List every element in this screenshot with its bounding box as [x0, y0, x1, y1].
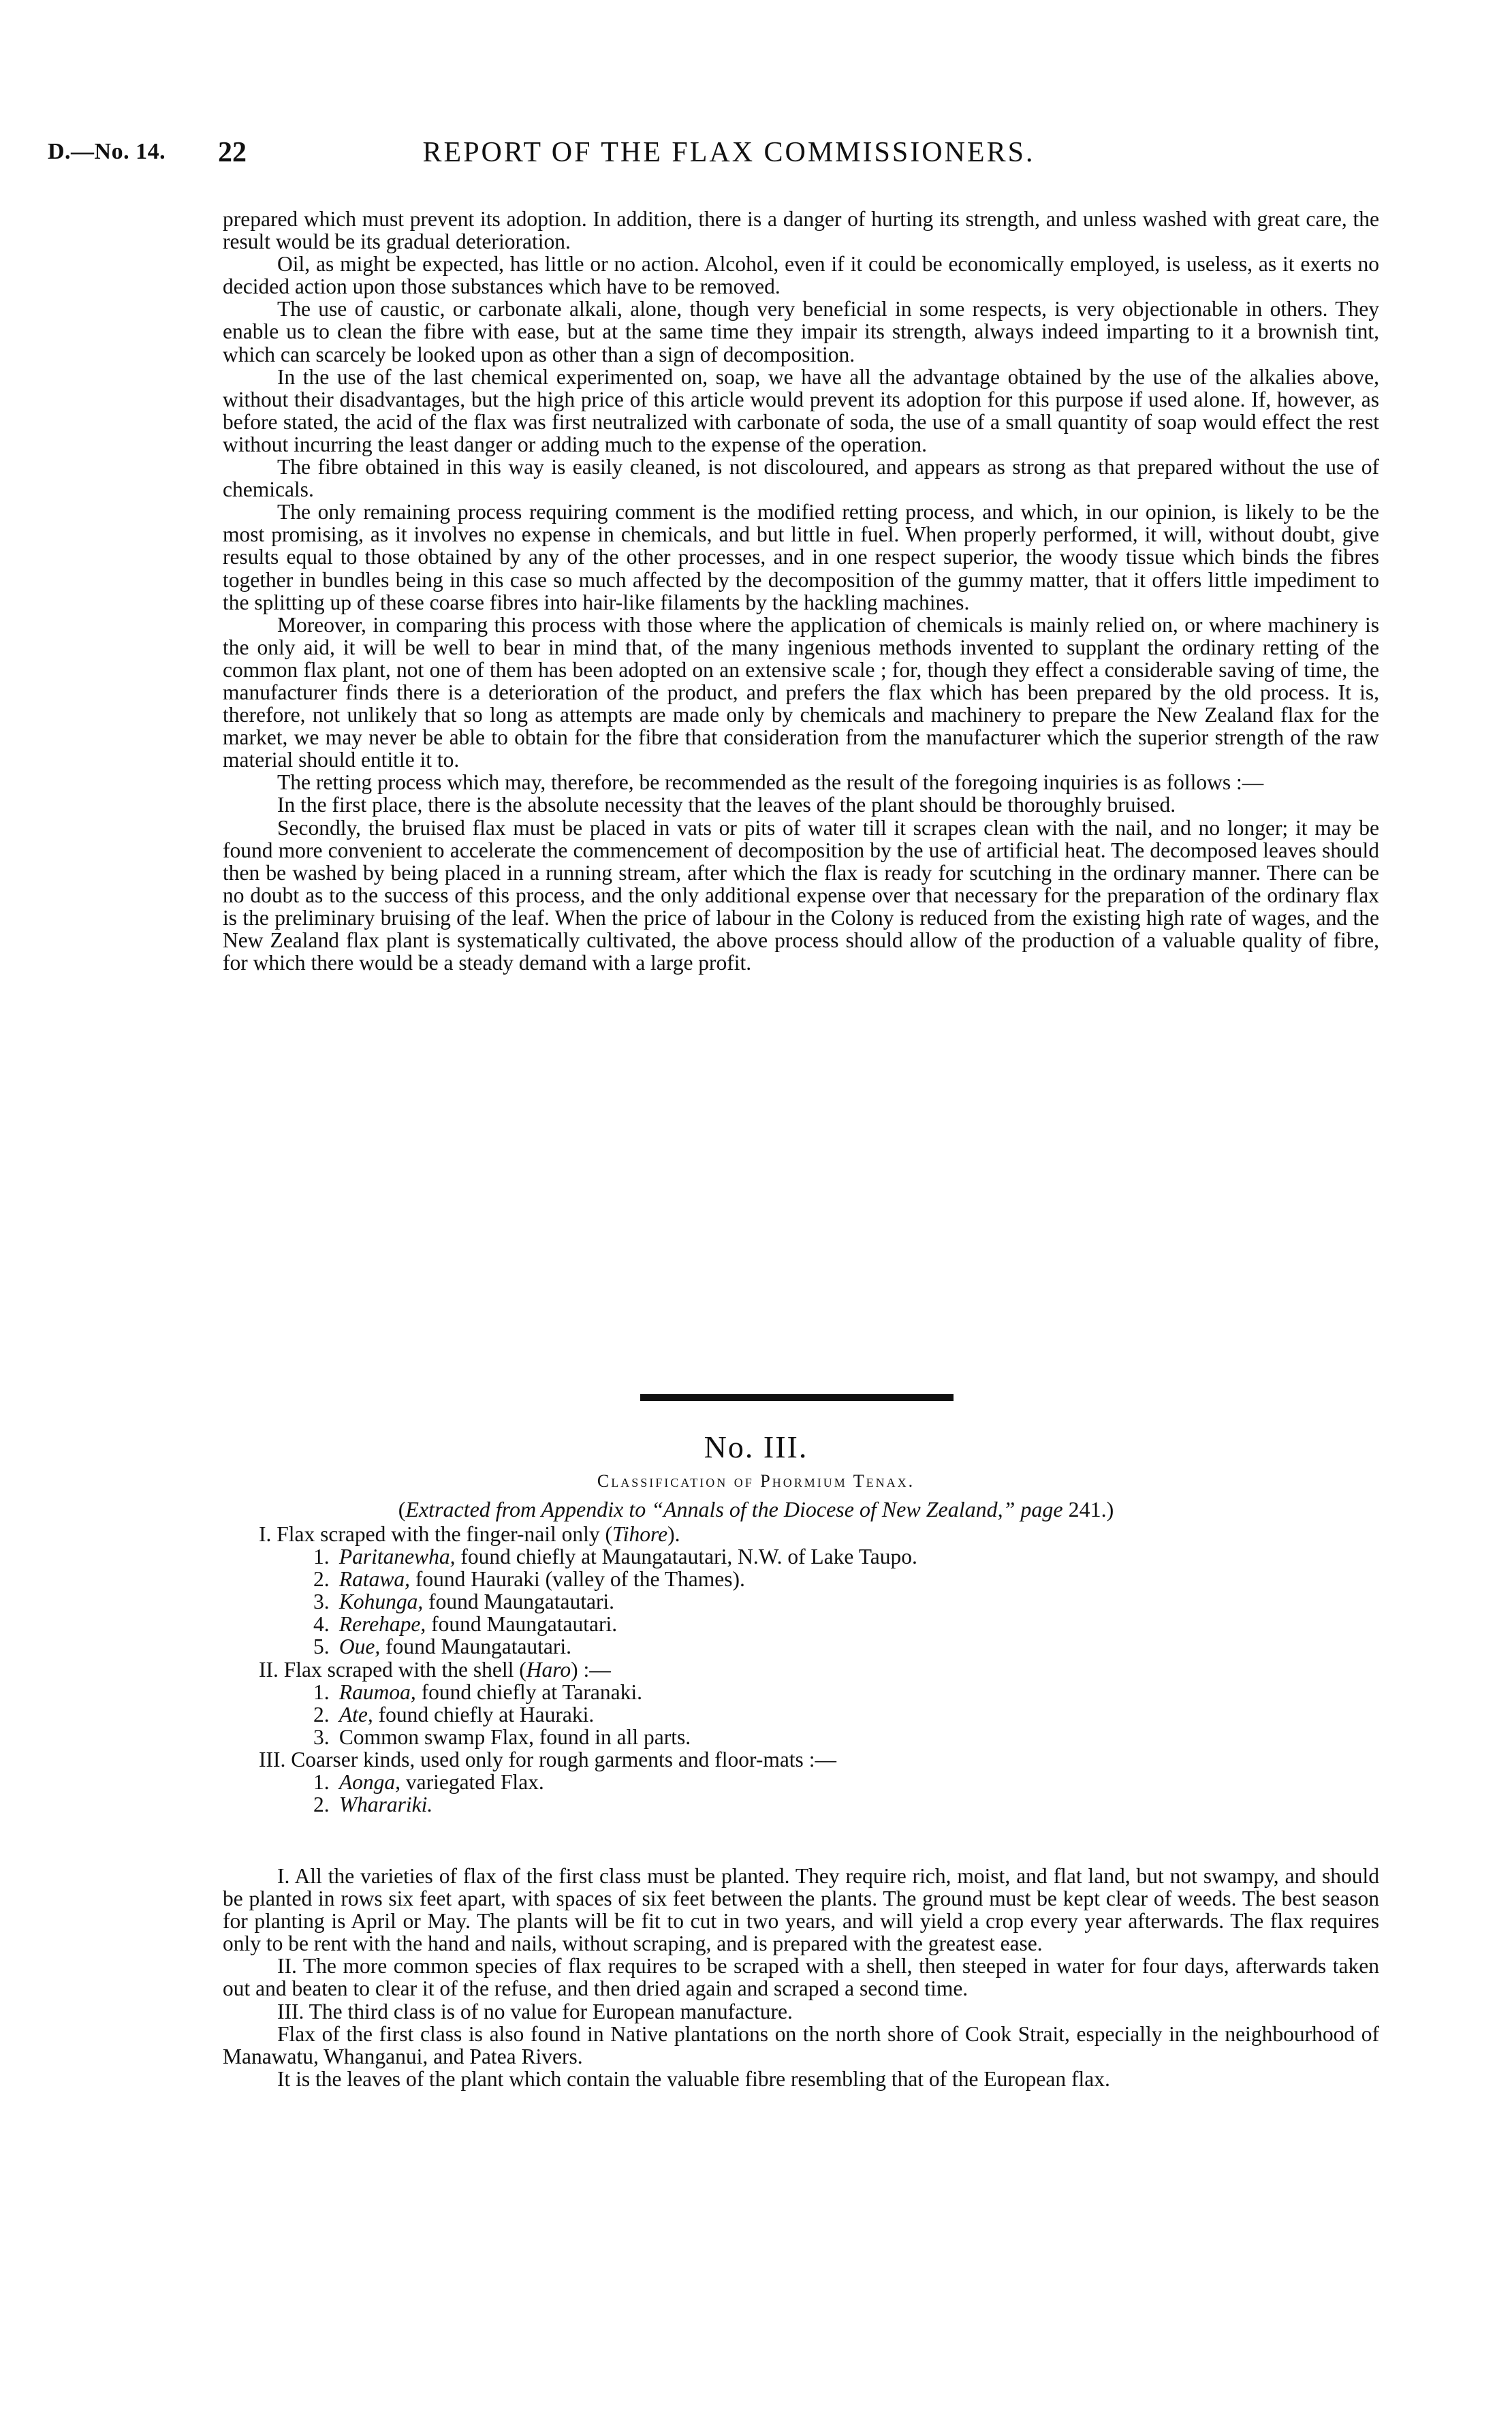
list-item — [313, 1726, 1376, 1748]
class-heading-text: Flax scraped with the finger-nail only ( — [277, 1522, 612, 1546]
section-title: No. III. — [704, 1430, 808, 1464]
item-number: 2. — [313, 1567, 330, 1592]
class-heading — [259, 1748, 1376, 1771]
section-divider — [640, 1394, 954, 1401]
list-item — [313, 1590, 1376, 1613]
classification-list — [259, 1523, 1376, 1816]
report-body — [223, 208, 1379, 974]
variety-name: Oue, — [338, 1635, 381, 1659]
item-text: found Hauraki (valley of the Thames). — [410, 1567, 745, 1592]
item-number: 4. — [313, 1612, 330, 1637]
item-text: found chiefly at Maungatautari, N.W. of Lake Taupo. — [455, 1545, 917, 1569]
source-open: ( — [398, 1497, 406, 1521]
paragraph: In the first place, there is the absolute necessity that the leaves of the plant should be thoroughly bruised. — [277, 793, 1176, 817]
classification-notes — [223, 1865, 1379, 2090]
paragraph: The fibre obtained in this way is easily cleaned, is not discoloured, and appears as strong as that prepared without the use of chemicals. — [223, 455, 1379, 502]
paragraph: III. The third class is of no value for European manufacture. — [277, 1999, 793, 2023]
page-number: 22 — [218, 137, 247, 168]
item-text: found chiefly at Taranaki. — [415, 1679, 642, 1704]
class-numeral: III. — [259, 1747, 286, 1771]
list-item — [313, 1793, 1376, 1816]
class-heading-maori: Haro — [526, 1657, 571, 1682]
class-numeral: I. — [259, 1522, 272, 1546]
class-heading — [259, 1658, 1376, 1681]
variety-name: Ate, — [338, 1702, 373, 1726]
item-number: 1. — [313, 1545, 330, 1569]
item-number: 3. — [313, 1590, 330, 1614]
variety-name: Kohunga, — [338, 1590, 424, 1614]
item-text: variegated Flax. — [400, 1770, 544, 1795]
paragraph: The only remaining process requiring comment is the modified retting process, and which, in our opinion, is likely to be the most promising, as it involves no expense in chemicals, and but little in fuel. When properly performed, it will, without doubt, give results equal to those obtained by any of the other processes, and in one respect superior, the woody tissue which binds the fibres together in bundles being in this case so much affected by the decomposition of the gummy matter, that it offers little impediment to the splitting up of these coarse fibres into hair-like filaments by the hackling machines. — [223, 500, 1379, 614]
source-annals: “Annals of the Diocese of New Zealand,” — [646, 1497, 1021, 1521]
running-title: REPORT OF THE FLAX COMMISSIONERS. — [422, 137, 1035, 168]
list-item — [313, 1613, 1376, 1635]
class-numeral: II. — [259, 1657, 279, 1682]
class-heading — [259, 1523, 1376, 1545]
source-close: 241.) — [1062, 1497, 1114, 1521]
item-text: found Maungatautari. — [423, 1590, 615, 1614]
class-heading-end: ) :— — [571, 1657, 611, 1682]
item-number: 1. — [313, 1679, 330, 1704]
item-text: found chiefly at Hauraki. — [373, 1702, 595, 1726]
item-text: found Maungatautari. — [380, 1635, 572, 1659]
paragraph: II. The more common species of flax requires to be scraped with a shell, then steeped in water for four days, afterwards taken out and beaten to clear it of the refuse, and then dried again and scraped a second time. — [223, 1954, 1379, 2001]
variety-name: Wharariki. — [338, 1793, 433, 1817]
paragraph: prepared which must prevent its adoption. In addition, there is a danger of hurting its strength, and unless washed with great care, the result would be its gradual deterioration. — [223, 207, 1379, 254]
list-item — [313, 1681, 1376, 1703]
class-heading-text: Flax scraped with the shell ( — [283, 1657, 526, 1682]
variety-name: Ratawa, — [338, 1567, 411, 1592]
list-item — [313, 1568, 1376, 1590]
item-text: found Maungatautari. — [426, 1612, 618, 1637]
item-number: 1. — [313, 1770, 330, 1795]
paragraph: The use of caustic, or carbonate alkali, alone, though very beneficial in some respects, is very objectionable in others. They enable us to clean the fibre with ease, but at the same time they impair its strength, always indeed imparting to it a brownish tint, which can scarcely be looked upon as other than a sign of decomposition. — [223, 297, 1379, 366]
class-heading-end: ). — [667, 1522, 680, 1546]
class-heading-text: Coarser kinds, used only for rough garments and floor-mats :— — [291, 1747, 836, 1771]
paragraph: It is the leaves of the plant which contain the valuable fibre resembling that of the European flax. — [277, 2066, 1110, 2091]
list-item — [313, 1771, 1376, 1793]
list-item — [313, 1545, 1376, 1568]
item-number: 2. — [313, 1702, 330, 1726]
paragraph: I. All the varieties of flax of the first class must be planted. They require rich, moist, and flat land, but not swampy, and should be planted in rows six feet apart, with spaces of six feet between the plants. The ground must be kept clear of weeds. The best season for planting is April or May. The plants will be fit to cut in two years, and will yield a crop every year afterwards. The flax requires only to be rent with the hand and nails, without scraping, and is prepared with the greatest ease. — [223, 1864, 1379, 1956]
source-italic-b: page — [1020, 1497, 1063, 1521]
paragraph: Flax of the first class is also found in Native plantations on the north shore of Cook Strait, especially in the neighbourhood of Manawatu, Whanganui, and Patea Rivers. — [223, 2021, 1379, 2068]
variety-name: Rerehape, — [338, 1612, 426, 1637]
paragraph: Secondly, the bruised flax must be placed in vats or pits of water till it scrapes clean with the nail, and no longer; it may be found more convenient to accelerate the commencement of decomposition by the use of artificial heat. The decomposed leaves should then be washed by being placed in a running stream, after which the flax is ready for scutching in the ordinary manner. There can be no doubt as to the success of this process, and the only additional expense over that necessary for the preparation of the ordinary flax is the preliminary bruising of the leaf. When the price of labour in the Colony is reduced from the existing high rate of wages, and the New Zealand flax plant is systematically cultivated, the above process should allow of the production of a valuable quality of fibre, for which there would be a steady demand with a large profit. — [223, 815, 1379, 975]
class-heading-maori: Tihore — [612, 1522, 668, 1546]
paragraph: The retting process which may, therefore, be recommended as the result of the foregoing inquiries is as follows :— — [277, 770, 1264, 795]
section-source — [0, 1496, 1512, 1523]
page-header — [48, 136, 1410, 177]
list-item — [313, 1703, 1376, 1726]
paper-reference: D.—No. 14. — [48, 139, 166, 164]
variety-name: Paritanewha, — [338, 1545, 456, 1569]
paragraph: Moreover, in comparing this process with those where the application of chemicals is mainly relied on, or where machinery is the only aid, it will be well to bear in mind that, of the many ingenious methods invented to supplant the ordinary retting of the common flax plant, not one of them has been adopted on an extensive scale ; for, though they effect a considerable saving of time, the manufacturer finds there is a deterioration of the product, and prefers the flax which has been prepared by the old process. It is, therefore, not unlikely that so long as attempts are made only by chemicals and machinery to prepare the New Zealand flax for the market, we may never be able to obtain for the fibre that consideration from the manufacturer which the superior strength of the raw material should entitle it to. — [223, 612, 1379, 772]
paragraph: In the use of the last chemical experimented on, soap, we have all the advantage obtained by the use of the alkalies above, without their disadvantages, but the high price of this article would prevent its adoption for this purpose if used alone. If, however, as before stated, the acid of the flax was first neutralized with carbonate of soda, the use of a small quantity of soap would effect the rest without incurring the least danger or adding much to the expense of the operation. — [223, 364, 1379, 456]
variety-name: Aonga, — [338, 1770, 400, 1795]
item-text: Common swamp Flax, found in all parts. — [338, 1724, 691, 1749]
item-number: 2. — [313, 1793, 330, 1817]
section-subtitle: Classification of Phormium Tenax. — [597, 1471, 915, 1491]
paragraph: Oil, as might be expected, has little or no action. Alcohol, even if it could be economically employed, is useless, as it exerts no decided action upon those substances which have to be removed. — [223, 252, 1379, 299]
item-number: 5. — [313, 1635, 330, 1659]
variety-name: Raumoa, — [338, 1679, 416, 1704]
list-item — [313, 1635, 1376, 1658]
item-number: 3. — [313, 1724, 330, 1749]
source-italic-a: Extracted from Appendix to — [405, 1497, 646, 1521]
